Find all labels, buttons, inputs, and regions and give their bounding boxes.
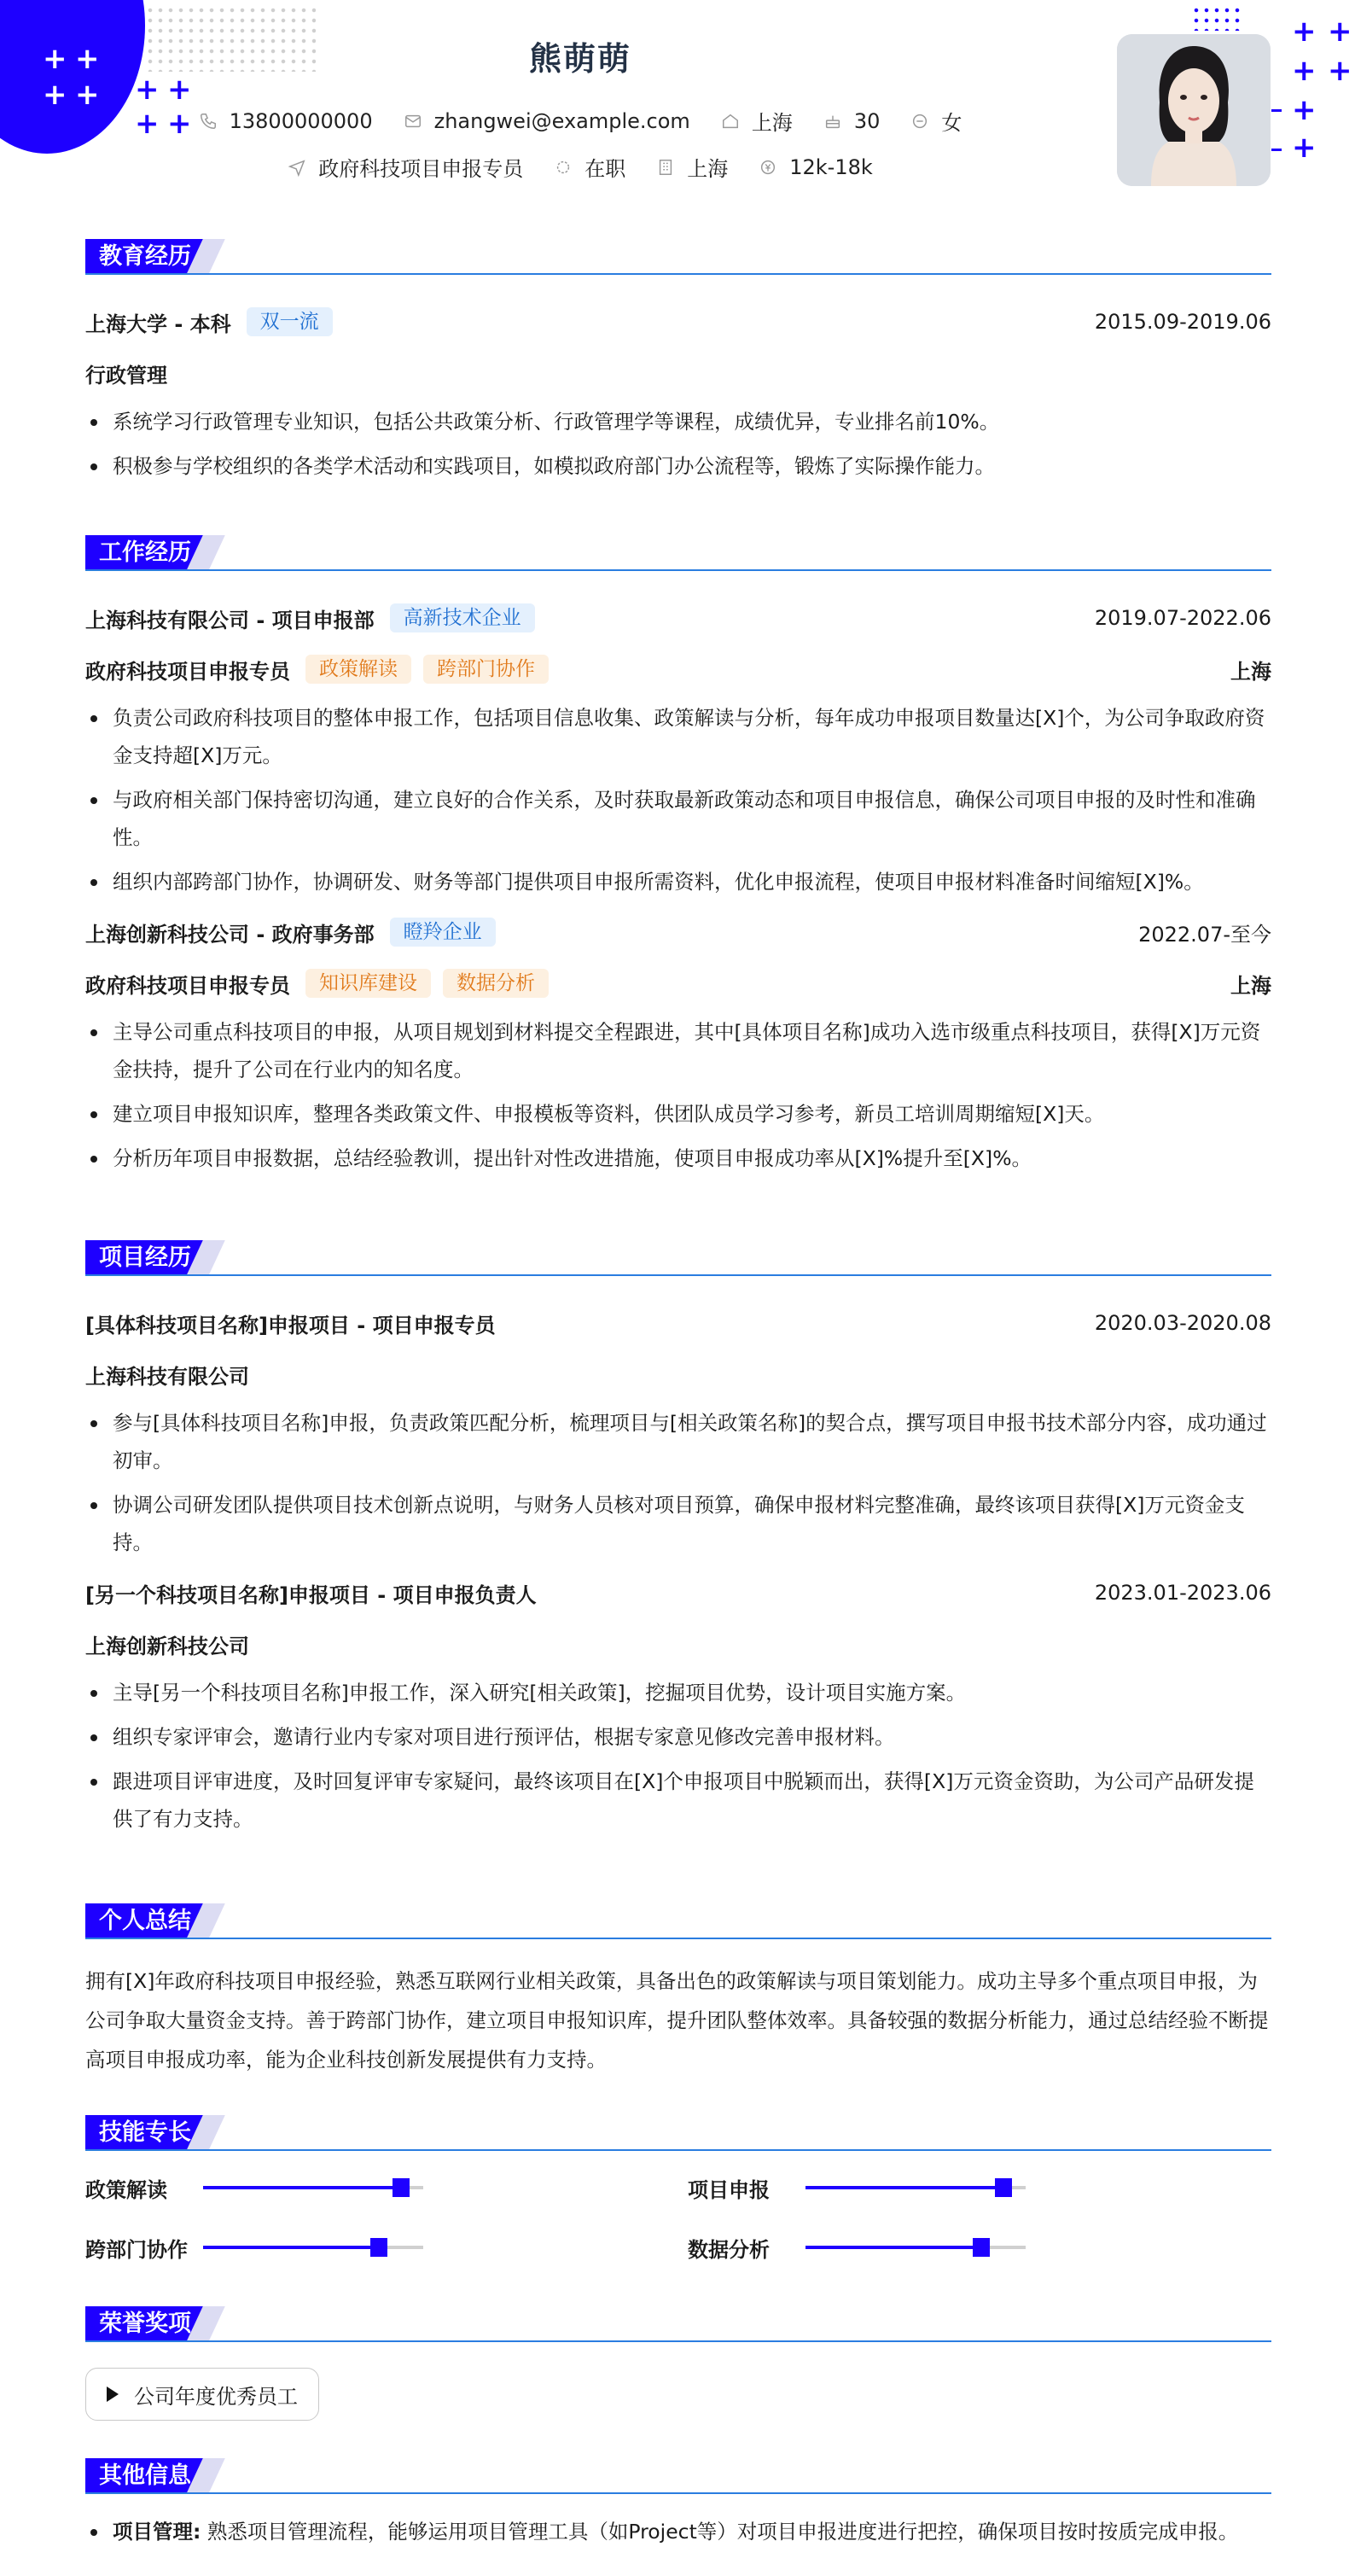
project-name: [具体科技项目名称]申报项目 - 项目申报专员 [85, 1313, 496, 1338]
award-item[interactable] [85, 2368, 319, 2421]
skill-fill [203, 2246, 379, 2249]
entry-header [85, 1578, 1271, 1607]
plus-icon: + [167, 107, 192, 141]
section-divider [85, 2492, 1271, 2494]
project-org: 上海创新科技公司 [85, 1634, 249, 1658]
plus-icon: + [135, 107, 160, 141]
section-header [85, 239, 1271, 275]
education-entry [85, 307, 1271, 485]
age-item [823, 109, 881, 133]
work-entry [85, 603, 1271, 900]
skill-item [85, 2173, 423, 2202]
plus-icon: + [1328, 15, 1352, 49]
section-title: 荣誉奖项 [85, 2306, 205, 2342]
skill-label: 政策解读 [85, 2177, 167, 2202]
org-row [85, 1360, 1271, 1389]
home-city-item [721, 106, 793, 136]
list-item: 组织内部跨部门协作，协调研发、财务等部门提供项目申报所需资料，优化申报流程，使项目申报材料准备时间缩短[X]%。 [85, 863, 1271, 900]
decorative-dash [1271, 149, 1282, 151]
company-badge: 瞪羚企业 [390, 918, 496, 947]
skill-item [688, 2173, 1026, 2202]
salary-value: 12k-18k [789, 154, 873, 179]
gender-item [910, 106, 962, 136]
project-entry [85, 1578, 1271, 1838]
role-name: 政府科技项目申报专员 [85, 973, 290, 998]
summary-section [85, 1903, 1271, 2079]
work-city-item [656, 152, 728, 182]
plus-icon: + [167, 73, 192, 107]
school-badge: 双一流 [247, 307, 333, 336]
awards-section [85, 2306, 1271, 2421]
plus-icon: + [1292, 93, 1317, 127]
plus-icon: + [43, 78, 67, 112]
section-title: 技能专长 [85, 2115, 205, 2151]
profile-photo [1117, 34, 1271, 186]
candidate-name: 熊萌萌 [528, 40, 631, 78]
phone-item [199, 109, 373, 133]
other-bullets [85, 2513, 1271, 2550]
role-tag: 数据分析 [443, 969, 549, 998]
phone-value: 13800000000 [229, 108, 373, 133]
age-value: 30 [853, 108, 881, 133]
org-row [85, 1629, 1271, 1658]
skills-grid [85, 2173, 1271, 2301]
summary-text: 拥有[X]年政府科技项目申报经验，熟悉互联网行业相关政策，具备出色的政策解读与项目策划能力。成功主导多个重点项目申报，为公司争取大量资金支持。善于跨部门协作，建立项目申报知识库，提升团队整体效率。具备较强的数据分析能力，通过总结经验不断提高项目申报成功率，能为企业科技创新发展提供有力支持。 [85, 1969, 1269, 2072]
section-divider [85, 1274, 1271, 1276]
entry-period: 2023.01-2023.06 [1094, 1581, 1271, 1605]
section-divider [85, 1938, 1271, 1939]
work-entry [85, 918, 1271, 1177]
skill-knob [393, 2178, 410, 2197]
money-icon [759, 158, 777, 177]
list-item: 建立项目申报知识库，整理各类政策文件、申报模板等资料，供团队成员学习参考，新员工培训周期缩短[X]天。 [85, 1095, 1271, 1133]
section-title: 其他信息 [85, 2458, 205, 2494]
work-bullets [85, 1013, 1271, 1177]
role-location: 上海 [1230, 973, 1271, 998]
work-section [85, 535, 1271, 1184]
role-name: 政府科技项目申报专员 [85, 659, 290, 684]
projects-section [85, 1240, 1271, 1845]
company-name: 上海科技有限公司 - 项目申报部 [85, 608, 375, 632]
section-divider [85, 569, 1271, 571]
entry-header [85, 307, 1271, 336]
section-header [85, 2458, 1271, 2494]
section-title: 项目经历 [85, 1240, 205, 1276]
list-item: 积极参与学校组织的各类学术活动和实践项目，如模拟政府部门办公流程等，锻炼了实际操作能力。 [85, 447, 1271, 485]
skill-bar [203, 2186, 423, 2189]
plus-icon: + [75, 42, 100, 76]
list-item: 组织专家评审会，邀请行业内专家对项目进行预评估，根据专家意见修改完善申报材料。 [85, 1718, 1271, 1756]
email-item [404, 109, 690, 133]
entry-header [85, 1308, 1271, 1338]
role-location: 上海 [1230, 659, 1271, 684]
home-icon [721, 112, 740, 131]
education-bullets [85, 403, 1271, 485]
email-value: zhangwei@example.com [433, 108, 690, 133]
mail-icon [404, 112, 422, 131]
section-divider [85, 273, 1271, 275]
skill-knob [995, 2178, 1012, 2197]
entry-period: 2019.07-2022.06 [1094, 606, 1271, 630]
list-item: 与政府相关部门保持密切沟通，建立良好的合作关系，及时获取最新政策动态和项目申报信息，确保公司项目申报的及时性和准确性。 [85, 781, 1271, 856]
section-header [85, 1240, 1271, 1276]
list-item: 跟进项目评审进度，及时回复评审专家疑问，最终该项目在[X]个申报项目中脱颖而出，获得[X]万元资金资助，为公司产品研发提供了有力支持。 [85, 1763, 1271, 1838]
project-name: [另一个科技项目名称]申报项目 - 项目申报负责人 [85, 1582, 537, 1607]
send-icon [288, 158, 306, 177]
plus-icon: + [75, 78, 100, 112]
company-name: 上海创新科技公司 - 政府事务部 [85, 922, 375, 947]
list-item: 分析历年项目申报数据，总结经验教训，提出针对性改进措施，使项目申报成功率从[X]%提升至[X]%。 [85, 1139, 1271, 1177]
contact-row [0, 106, 1160, 141]
skill-knob [973, 2238, 990, 2257]
role-tag: 政策解读 [305, 655, 411, 684]
plus-icon: + [43, 42, 67, 76]
list-item: 负责公司政府科技项目的整体申报工作，包括项目信息收集、政策解读与分析，每年成功申报项目数量达[X]个，为公司争取政府资金支持超[X]万元。 [85, 699, 1271, 774]
section-header [85, 1903, 1271, 1939]
other-label: 项目管理: [113, 2520, 201, 2544]
list-item: 主导公司重点科技项目的申报，从项目规划到材料提交全程跟进，其中[具体项目名称]成功入选市级重点科技项目，获得[X]万元资金扶持，提升了公司在行业内的知名度。 [85, 1013, 1271, 1088]
skill-bar [203, 2246, 423, 2249]
skill-bar [805, 2246, 1026, 2249]
plus-icon: + [1292, 131, 1317, 165]
skill-fill [805, 2186, 1003, 2189]
section-divider [85, 2149, 1271, 2151]
entry-header [85, 603, 1271, 632]
skill-label: 跨部门协作 [85, 2237, 188, 2262]
gender-value: 女 [941, 111, 962, 135]
project-bullets [85, 1404, 1271, 1561]
skill-label: 数据分析 [688, 2237, 770, 2262]
section-divider [85, 2340, 1271, 2342]
plus-icon: + [1292, 15, 1317, 49]
job-status-value: 在职 [584, 157, 626, 181]
cake-icon [823, 112, 842, 131]
education-section [85, 239, 1271, 492]
skill-item [688, 2233, 1026, 2262]
school-name: 上海大学 - 本科 [85, 312, 231, 336]
skill-fill [805, 2246, 981, 2249]
entry-period: 2022.07-至今 [1138, 922, 1271, 947]
skill-knob [370, 2238, 387, 2257]
list-item: 参与[具体科技项目名称]申报，负责政策匹配分析，梳理项目与[相关政策名称]的契合点，撰写项目申报书技术部分内容，成功通过初审。 [85, 1404, 1271, 1479]
plus-icon: + [1292, 54, 1317, 88]
major-row [85, 358, 1271, 388]
entry-period: 2020.03-2020.08 [1094, 1311, 1271, 1335]
plus-icon: + [135, 73, 160, 107]
building-icon [656, 158, 675, 177]
work-bullets [85, 699, 1271, 900]
skill-item [85, 2233, 423, 2262]
job-intent-row [0, 152, 1160, 182]
dot-pattern [1191, 5, 1242, 31]
other-text: 熟悉项目管理流程，能够运用项目管理工具（如Project等）对项目申报进度进行把控，确保项目按时按质完成申报。 [206, 2520, 1239, 2544]
target-position-value: 政府科技项目申报专员 [318, 157, 524, 181]
play-icon [107, 2387, 119, 2402]
entry-header [85, 918, 1271, 947]
list-item [85, 2513, 1271, 2550]
skill-fill [203, 2186, 401, 2189]
section-header [85, 2306, 1271, 2342]
other-section [85, 2458, 1271, 2557]
decorative-dash [1271, 109, 1282, 112]
skills-section [85, 2115, 1271, 2301]
section-title: 个人总结 [85, 1903, 205, 1939]
plus-icon: + [1328, 54, 1352, 88]
target-position-item [288, 152, 523, 182]
home-city-value: 上海 [751, 111, 793, 135]
project-org: 上海科技有限公司 [85, 1364, 249, 1389]
work-city-value: 上海 [687, 157, 729, 181]
list-item: 系统学习行政管理专业知识，包括公共政策分析、行政管理学等课程，成绩优异，专业排名前10%。 [85, 403, 1271, 440]
status-icon [554, 158, 573, 177]
company-badge: 高新技术企业 [390, 603, 535, 632]
section-title: 工作经历 [85, 535, 205, 571]
project-entry [85, 1308, 1271, 1561]
section-header [85, 2115, 1271, 2151]
role-row [85, 655, 1271, 684]
award-label: 公司年度优秀员工 [134, 2384, 298, 2409]
list-item: 协调公司研发团队提供项目技术创新点说明，与财务人员核对项目预算，确保申报材料完整准确，最终该项目获得[X]万元资金支持。 [85, 1486, 1271, 1561]
role-row [85, 969, 1271, 998]
job-status-item [554, 152, 625, 182]
skill-label: 项目申报 [688, 2177, 770, 2202]
phone-icon [199, 112, 218, 131]
role-tag: 跨部门协作 [423, 655, 549, 684]
gender-icon [910, 112, 929, 131]
project-bullets [85, 1674, 1271, 1838]
section-header [85, 535, 1271, 571]
role-tag: 知识库建设 [305, 969, 431, 998]
salary-item [759, 155, 873, 179]
list-item: 主导[另一个科技项目名称]申报工作，深入研究[相关政策]，挖掘项目优势，设计项目实施方案。 [85, 1674, 1271, 1711]
section-title: 教育经历 [85, 239, 205, 275]
major-name: 行政管理 [85, 363, 167, 388]
entry-period: 2015.09-2019.06 [1094, 310, 1271, 334]
skill-bar [805, 2186, 1026, 2189]
